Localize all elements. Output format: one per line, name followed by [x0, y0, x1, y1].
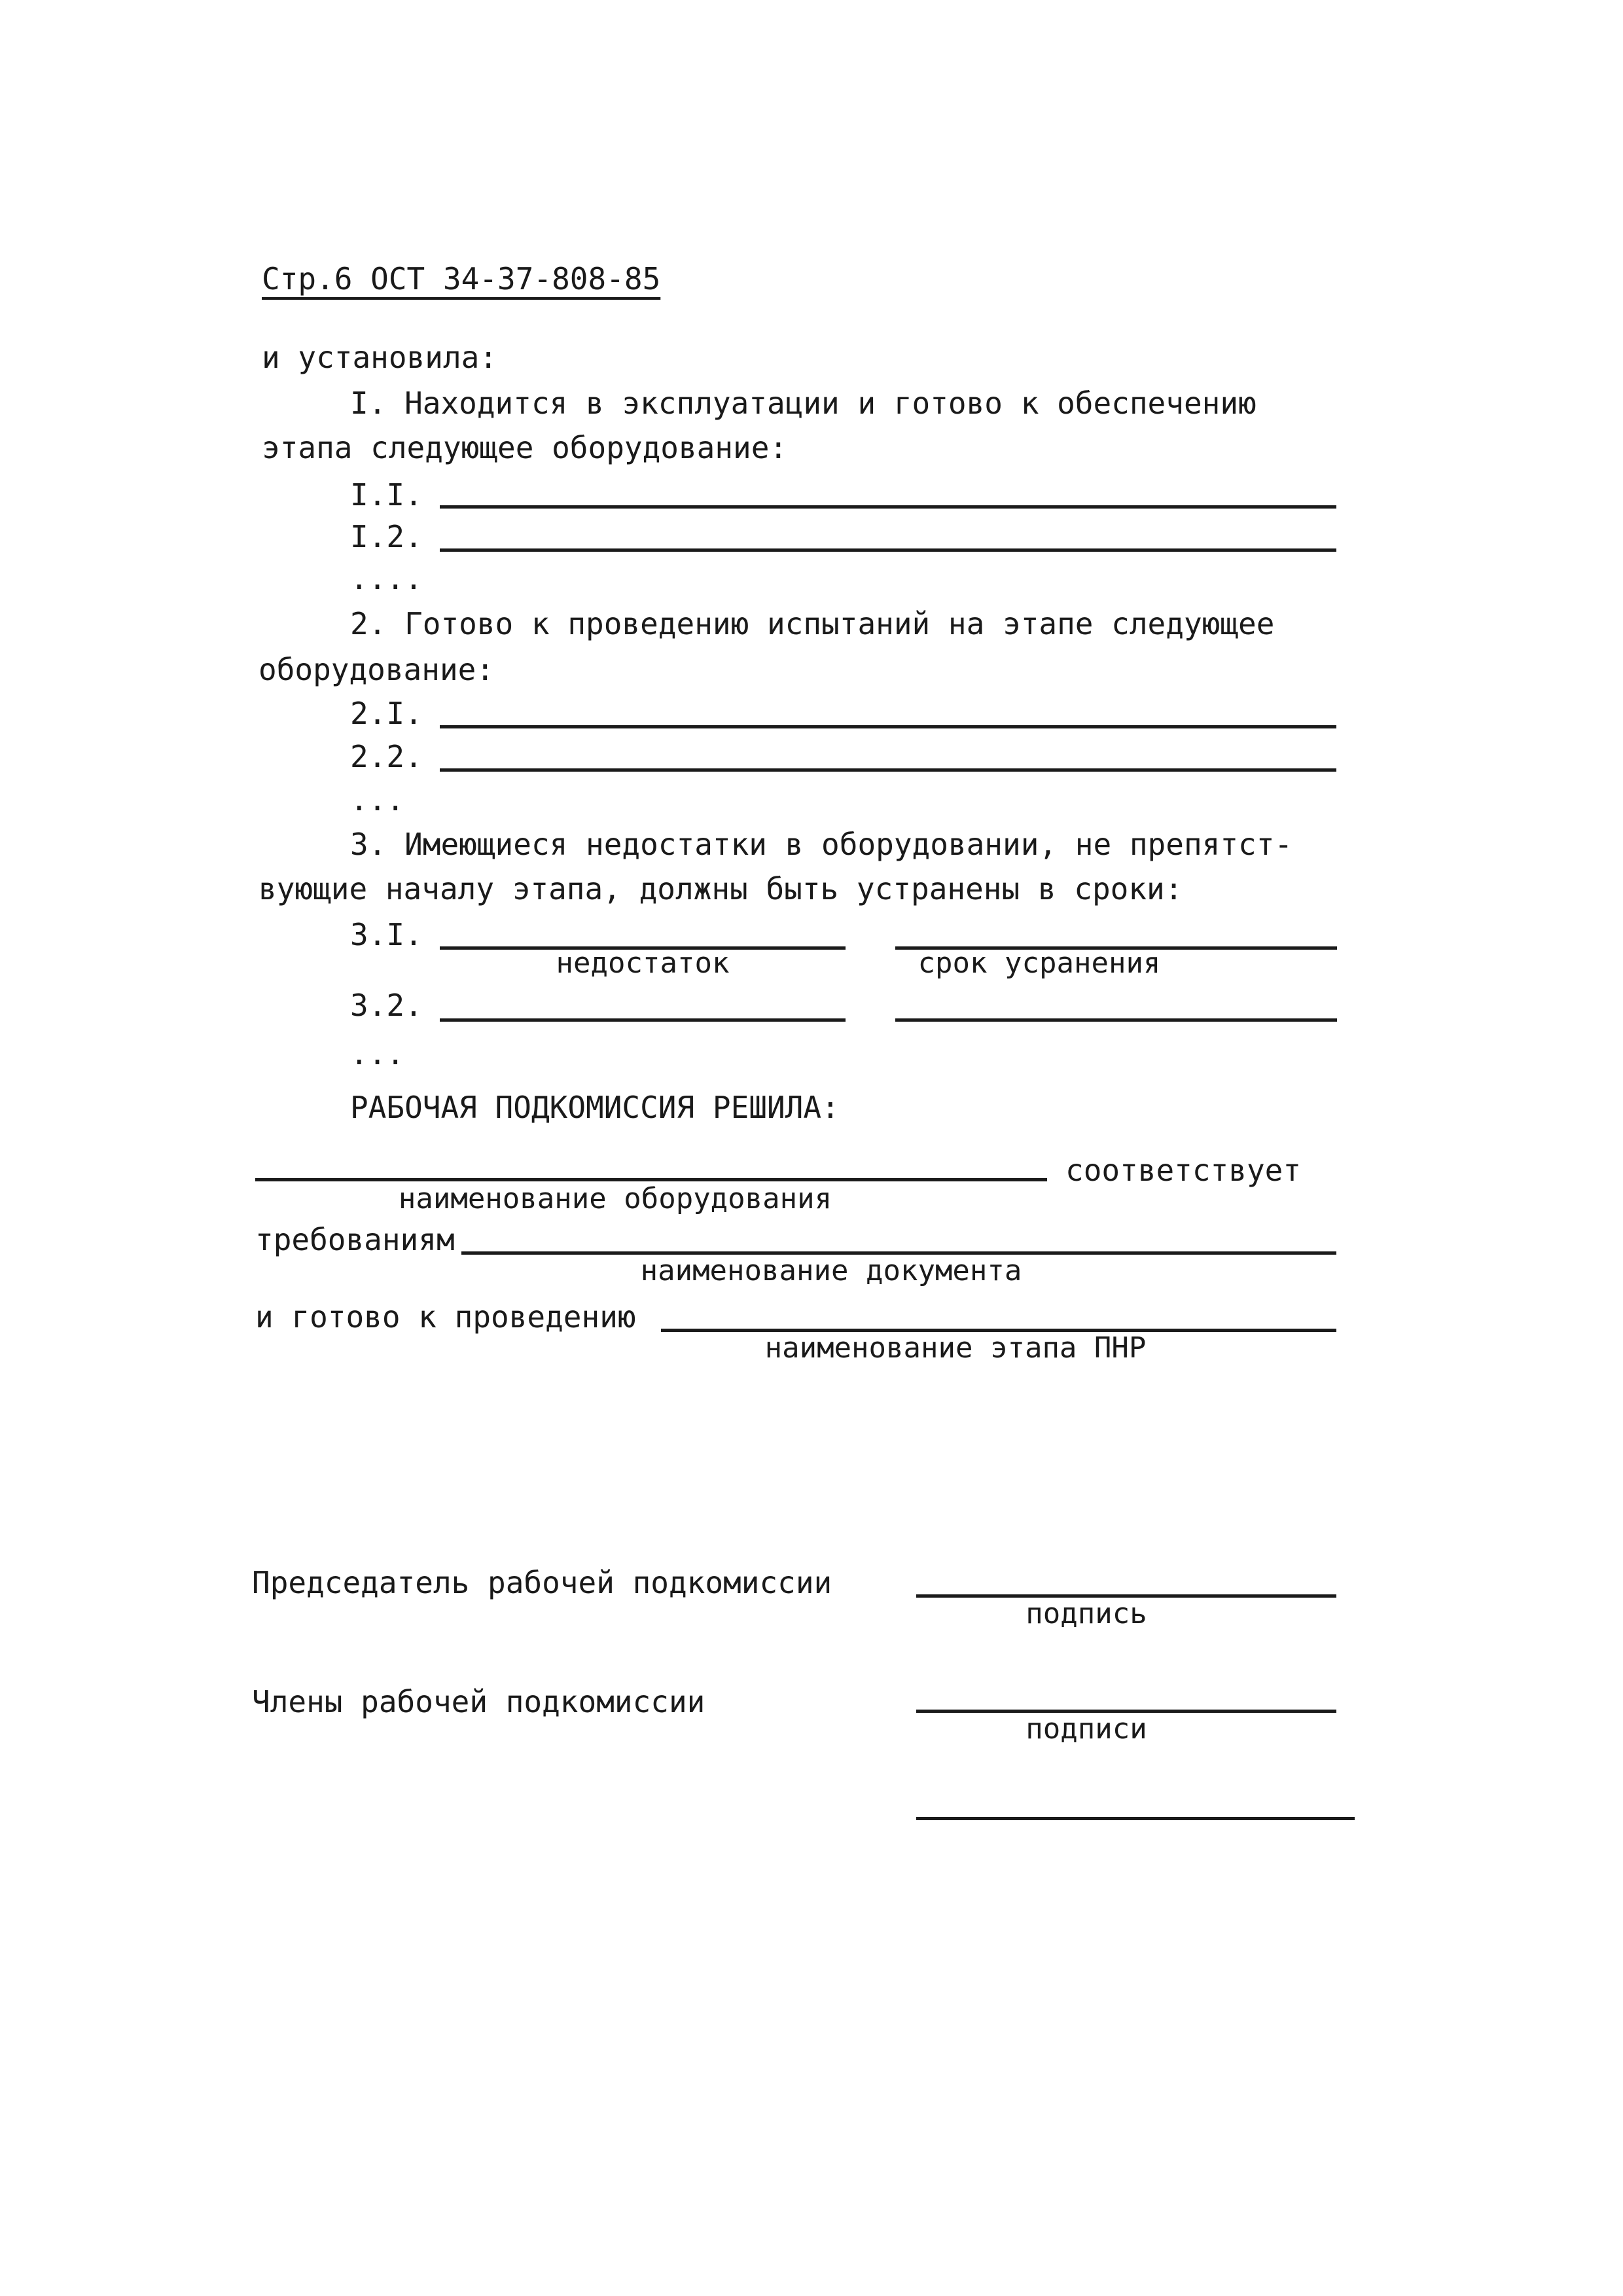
requirements-text: требованиям	[255, 1222, 455, 1257]
ready-text: и готово к проведению	[255, 1299, 636, 1335]
item-2-2-blank[interactable]	[440, 768, 1336, 772]
caption-document: наименование документа	[640, 1254, 1022, 1287]
members-signature-caption: подписи	[1026, 1712, 1147, 1746]
paragraph-3-ellipsis: ...	[350, 1036, 405, 1071]
caption-defect: недостаток	[556, 946, 730, 980]
item-2-1-label: 2.I.	[350, 696, 423, 731]
complies-text: соответствует	[1065, 1153, 1302, 1188]
paragraph-2-line-2: оборудование:	[259, 652, 495, 687]
chairman-signature-caption: подпись	[1026, 1597, 1147, 1630]
caption-stage: наименование этапа ПНР	[764, 1331, 1147, 1365]
intro-text: и установила:	[262, 340, 498, 375]
item-3-2-label: 3.2.	[350, 988, 423, 1023]
item-3-2-term-blank[interactable]	[895, 1018, 1337, 1022]
members-label: Члены рабочей подкомиссии	[252, 1684, 705, 1719]
caption-equipment: наименование оборудования	[398, 1182, 832, 1215]
paragraph-3-line-1: 3. Имеющиеся недостатки в оборудовании, не препятст-	[350, 827, 1293, 862]
item-2-1-blank[interactable]	[440, 725, 1336, 728]
item-3-1-label: 3.I.	[350, 917, 423, 952]
paragraph-3-line-2: вующие началу этапа, должны быть устранены в сроки:	[259, 871, 1183, 906]
item-3-2-defect-blank[interactable]	[440, 1018, 846, 1022]
item-1-1-blank[interactable]	[440, 505, 1336, 509]
item-1-2-blank[interactable]	[440, 548, 1336, 552]
item-1-1-label: I.I.	[350, 477, 423, 512]
paragraph-1-line-2: этапа следующее оборудование:	[262, 430, 788, 465]
item-1-2-label: I.2.	[350, 519, 423, 554]
paragraph-2-line-1: 2. Готово к проведению испытаний на этапе следующее	[350, 606, 1275, 641]
caption-term: срок усранения	[918, 946, 1161, 980]
paragraph-1-line-1: I. Находится в эксплуатации и готово к обеспечению	[350, 386, 1257, 421]
paragraph-1-ellipsis: ....	[350, 561, 423, 596]
members-signature-blank-2[interactable]	[916, 1817, 1355, 1820]
chairman-label: Председатель рабочей подкомиссии	[252, 1565, 832, 1600]
decision-heading: РАБОЧАЯ ПОДКОМИССИЯ РЕШИЛА:	[350, 1090, 840, 1125]
item-2-2-label: 2.2.	[350, 739, 423, 774]
equipment-name-blank[interactable]	[255, 1178, 1047, 1181]
page-header: Стр.6 ОСТ 34-37-808-85	[262, 261, 661, 296]
paragraph-2-ellipsis: ...	[350, 782, 405, 817]
